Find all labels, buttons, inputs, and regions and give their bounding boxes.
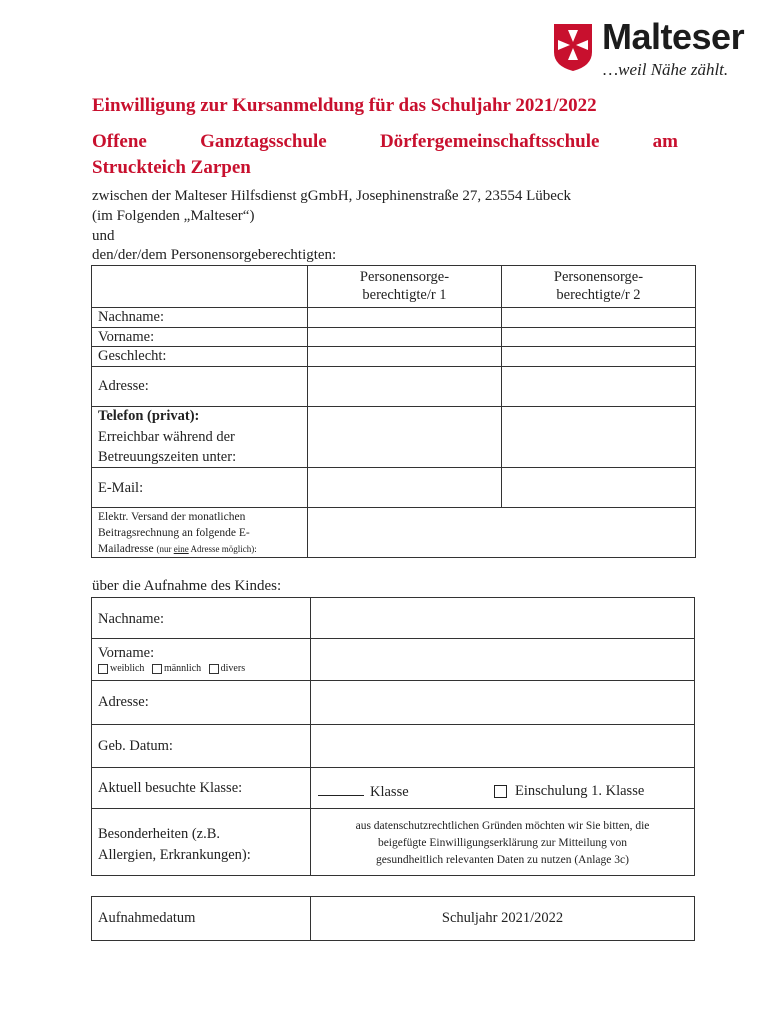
child-label-nachname: Nachname:	[98, 611, 165, 627]
einschulung-option[interactable]: Einschulung 1. Klasse	[494, 783, 644, 800]
label-telefon: Telefon (privat):	[98, 408, 200, 424]
subtitle-line-1: Offene Ganztagsschule Dörfergemeinschaftsschule am	[92, 131, 678, 152]
intro-line: (im Folgenden „Malteser“)	[92, 208, 255, 224]
guardian-2-header: Personensorge- berechtigte/r 2	[553, 269, 644, 303]
klasse-field[interactable]: Klasse	[318, 783, 409, 801]
intro-line: und	[92, 228, 115, 244]
logo-slogan: …weil Nähe zählt.	[603, 60, 729, 79]
logo-wordmark: Malteser	[602, 16, 745, 57]
privacy-note: aus datenschutzrechtlichen Gründen möchten wir Sie bitten, die beigefügte Einwilligungserklärung zur Mitteilung von gesundheitlich relevanten Daten zu nutzen (Anlage 3c)	[355, 820, 650, 866]
child-heading: über die Aufnahme des Kindes:	[92, 578, 282, 594]
aufnahme-label: Aufnahmedatum	[98, 910, 196, 926]
child-label-adresse: Adresse:	[98, 694, 149, 710]
klasse-blank[interactable]	[318, 783, 364, 796]
child-label-besonderheiten: Besonderheiten (z.B. Allergien, Erkrankungen):	[98, 826, 251, 863]
checkbox-divers[interactable]	[209, 664, 219, 674]
subtitle-line-2: Struckteich Zarpen	[92, 157, 251, 178]
intro-line: zwischen der Malteser Hilfsdienst gGmbH, Josephinenstraße 27, 23554 Lübeck	[92, 188, 572, 204]
label-geschlecht: Geschlecht:	[98, 348, 167, 364]
checkbox-weiblich[interactable]	[98, 664, 108, 674]
checkbox-maennlich[interactable]	[152, 664, 162, 674]
malteser-cross-logo-icon	[552, 22, 594, 72]
label-nachname: Nachname:	[98, 309, 165, 325]
aufnahme-value: Schuljahr 2021/2022	[441, 910, 564, 926]
label-adresse: Adresse:	[98, 378, 149, 394]
label-email: E-Mail:	[98, 480, 144, 496]
label-erreichbar: Betreuungszeiten unter:	[98, 449, 237, 465]
page-title: Einwilligung zur Kursanmeldung für das Schuljahr 2021/2022	[92, 95, 597, 116]
label-vorname: Vorname:	[98, 329, 155, 345]
label-versand: Elektr. Versand der monatlichen Beitragsrechnung an folgende E- Mailadresse (nur eine Adresse möglich):	[98, 511, 257, 555]
gender-options: weiblich männlich divers	[98, 663, 245, 674]
child-label-klasse: Aktuell besuchte Klasse:	[98, 780, 243, 796]
checkbox-einschulung[interactable]	[494, 785, 507, 798]
child-label-vorname: Vorname:	[98, 645, 155, 661]
label-erreichbar: Erreichbar während der	[98, 429, 235, 445]
intro-line: den/der/dem Personensorgeberechtigten:	[92, 247, 337, 263]
guardian-1-header: Personensorge- berechtigte/r 1	[359, 269, 450, 303]
child-label-geb-datum: Geb. Datum:	[98, 738, 173, 754]
